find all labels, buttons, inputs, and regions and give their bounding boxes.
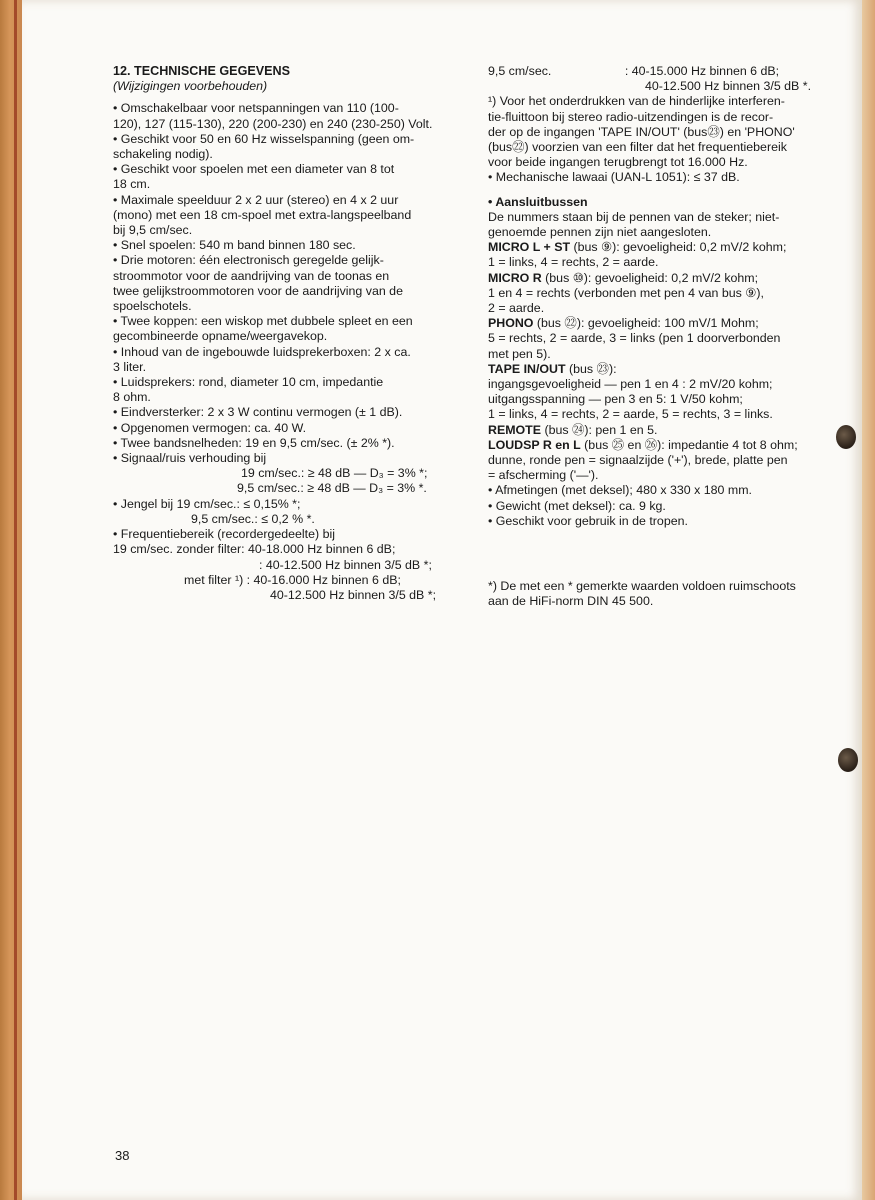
spec-line: 1 = links, 4 = rechts, 2 = aarde, 5 = rechts, 3 = links. — [488, 407, 773, 422]
spec-line — [488, 64, 840, 79]
spec-line: voor beide ingangen terugbrengt tot 16.000 Hz. — [488, 155, 748, 170]
connector-spec: (bus ㉒): gevoeligheid: 100 mV/1 Mohm; — [536, 316, 759, 331]
spec-line: • Luidsprekers: rond, diameter 10 cm, impedantie — [113, 375, 384, 390]
spec-line: ingangsgevoeligheid — pen 1 en 4 : 2 mV/20 kohm; — [488, 377, 773, 392]
spec-line: • Eindversterker: 2 x 3 W continu vermogen (± 1 dB). — [113, 405, 403, 420]
spec-line: 1 en 4 = rechts (verbonden met pen 4 van bus ⑨), — [488, 285, 764, 300]
spec-line: • Gewicht (met deksel): ca. 9 kg. — [488, 498, 666, 513]
spec-line: • Twee bandsnelheden: 19 en 9,5 cm/sec. (± 2% *). — [113, 435, 395, 450]
spec-line: • Inhoud van de ingebouwde luidsprekerboxen: 2 x ca. — [113, 344, 411, 359]
binding-strip — [0, 0, 22, 1200]
spec-line: 19 cm/sec. zonder filter: 40-18.000 Hz binnen 6 dB; — [113, 542, 396, 557]
spec-line: 8 ohm. — [113, 390, 151, 405]
spec-line: der op de ingangen 'TAPE IN/OUT' (bus㉓) en 'PHONO' — [488, 124, 795, 139]
spec-line: 40-12.500 Hz binnen 3/5 dB *; — [270, 587, 437, 602]
spec-line: genoemde pennen zijn niet aangesloten. — [488, 225, 712, 240]
spec-line: bij 9,5 cm/sec. — [113, 223, 193, 238]
spec-line: • Jengel bij 19 cm/sec.: ≤ 0,15% *; — [113, 496, 301, 511]
right-column — [488, 64, 840, 529]
left-column — [113, 64, 463, 603]
spec-line: : 40-12.500 Hz binnen 3/5 dB *; — [259, 557, 432, 572]
spec-line: • Afmetingen (met deksel); 480 x 330 x 180 mm. — [488, 483, 752, 498]
spec-line: 3 liter. — [113, 359, 147, 374]
spec-line: • Signaal/ruis verhouding bij — [113, 451, 267, 466]
connector-loudsp — [488, 438, 840, 453]
connector-label: LOUDSP R en L — [488, 437, 581, 452]
spec-line: • Twee koppen: een wiskop met dubbele spleet en een — [113, 314, 413, 329]
connector-remote — [488, 423, 840, 438]
spec-line: • Frequentiebereik (recordergedeelte) bij — [113, 527, 335, 542]
spec-line: 120), 127 (115-130), 220 (200-230) en 240 (230-250) Volt. — [113, 116, 433, 131]
spec-line: • Maximale speelduur 2 x 2 uur (stereo) en 4 x 2 uur — [113, 192, 399, 207]
connector-label: MICRO R — [488, 270, 542, 285]
spec-line: De nummers staan bij de pennen van de steker; niet- — [488, 209, 780, 224]
connector-phono — [488, 316, 840, 331]
connector-spec: (bus ⑨): gevoeligheid: 0,2 mV/2 kohm; — [573, 240, 787, 255]
spec-line: schakeling nodig). — [113, 147, 213, 162]
spec-line: (bus㉒) voorzien van een filter dat het frequentiebereik — [488, 140, 787, 155]
spec-line: met filter ¹) : 40-16.000 Hz binnen 6 dB; — [184, 572, 401, 587]
spec-line: twee gelijkstroommotoren voor de aandrijving van de — [113, 283, 403, 298]
spec-line: • Snel spoelen: 540 m band binnen 180 sec. — [113, 238, 356, 253]
page-number: 38 — [115, 1148, 130, 1163]
spec-line: dunne, ronde pen = signaalzijde ('+'), brede, platte pen — [488, 453, 788, 468]
connector-tape — [488, 362, 840, 377]
spec-line: uitgangsspanning — pen 3 en 5: 1 V/50 kohm; — [488, 392, 743, 407]
connector-label: PHONO — [488, 316, 534, 331]
punch-hole-bottom — [838, 748, 858, 772]
binding-line — [14, 0, 17, 1200]
footnote-line: aan de HiFi-norm DIN 45 500. — [488, 594, 654, 609]
spec-line: 1 = links, 4 = rechts, 2 = aarde. — [488, 255, 659, 270]
spec-line: • Mechanische lawaai (UAN-L 1051): ≤ 37 dB. — [488, 170, 740, 185]
spec-line: 19 cm/sec.: ≥ 48 dB — D₃ = 3% *; — [241, 466, 428, 481]
spec-line: 18 cm. — [113, 177, 151, 192]
footnote — [488, 579, 840, 609]
spec-line: stroommotor voor de aandrijving van de toonas en — [113, 268, 390, 283]
spec-line: gecombineerde opname/weergavekop. — [113, 329, 328, 344]
connector-spec: (bus ⑩): gevoeligheid: 0,2 mV/2 kohm; — [545, 270, 759, 285]
connector-label: MICRO L + ST — [488, 240, 571, 255]
connector-micro-r — [488, 271, 840, 286]
connectors-heading: • Aansluitbussen — [488, 194, 588, 209]
section-subheading: (Wijzigingen voorbehouden) — [113, 79, 268, 94]
spec-line: 5 = rechts, 2 = aarde, 3 = links (pen 1 doorverbonden — [488, 331, 781, 346]
spec-line: spoelschotels. — [113, 299, 192, 314]
spec-line: 2 = aarde. — [488, 301, 545, 316]
connector-micro-lst — [488, 240, 840, 255]
spec-line: ¹) Voor het onderdrukken van de hinderlijke interferen- — [488, 94, 785, 109]
connector-spec: (bus ㉕ en ㉖): impedantie 4 tot 8 ohm; — [584, 437, 798, 452]
page-edge — [862, 0, 875, 1200]
footnote-line: *) De met een * gemerkte waarden voldoen ruimschoots — [488, 579, 796, 593]
spec-line: = afscherming ('—'). — [488, 468, 599, 483]
connector-spec: (bus ㉓): — [569, 361, 617, 376]
spec-line: 40-12.500 Hz binnen 3/5 dB *. — [645, 79, 812, 94]
spec-line: met pen 5). — [488, 346, 551, 361]
speed-label: 9,5 cm/sec. — [488, 64, 552, 78]
connector-label: TAPE IN/OUT — [488, 361, 566, 376]
connector-label: REMOTE — [488, 422, 542, 437]
spec-line: • Geschikt voor spoelen met een diameter van 8 tot — [113, 162, 395, 177]
spec-line: (mono) met een 18 cm-spoel met extra-langspeelband — [113, 207, 412, 222]
spec-line: • Opgenomen vermogen: ca. 40 W. — [113, 420, 307, 435]
spec-line: 9,5 cm/sec.: ≤ 0,2 % *. — [191, 511, 315, 526]
spec-line: • Omschakelbaar voor netspanningen van 110 (100- — [113, 101, 399, 116]
spec-line: • Geschikt voor 50 en 60 Hz wisselspanning (geen om- — [113, 131, 415, 146]
connector-spec: (bus ㉔): pen 1 en 5. — [544, 422, 658, 437]
section-heading: 12. TECHNISCHE GEGEVENS — [113, 64, 291, 78]
spec-line: • Drie motoren: één electronisch geregelde gelijk- — [113, 253, 384, 268]
spec-line: tie-fluittoon bij stereo radio-uitzendingen is de recor- — [488, 109, 774, 124]
speed-value: : 40-15.000 Hz binnen 6 dB; — [624, 64, 780, 78]
spec-line: 9,5 cm/sec.: ≥ 48 dB — D₃ = 3% *. — [237, 481, 427, 496]
spec-line: • Geschikt voor gebruik in de tropen. — [488, 513, 688, 528]
